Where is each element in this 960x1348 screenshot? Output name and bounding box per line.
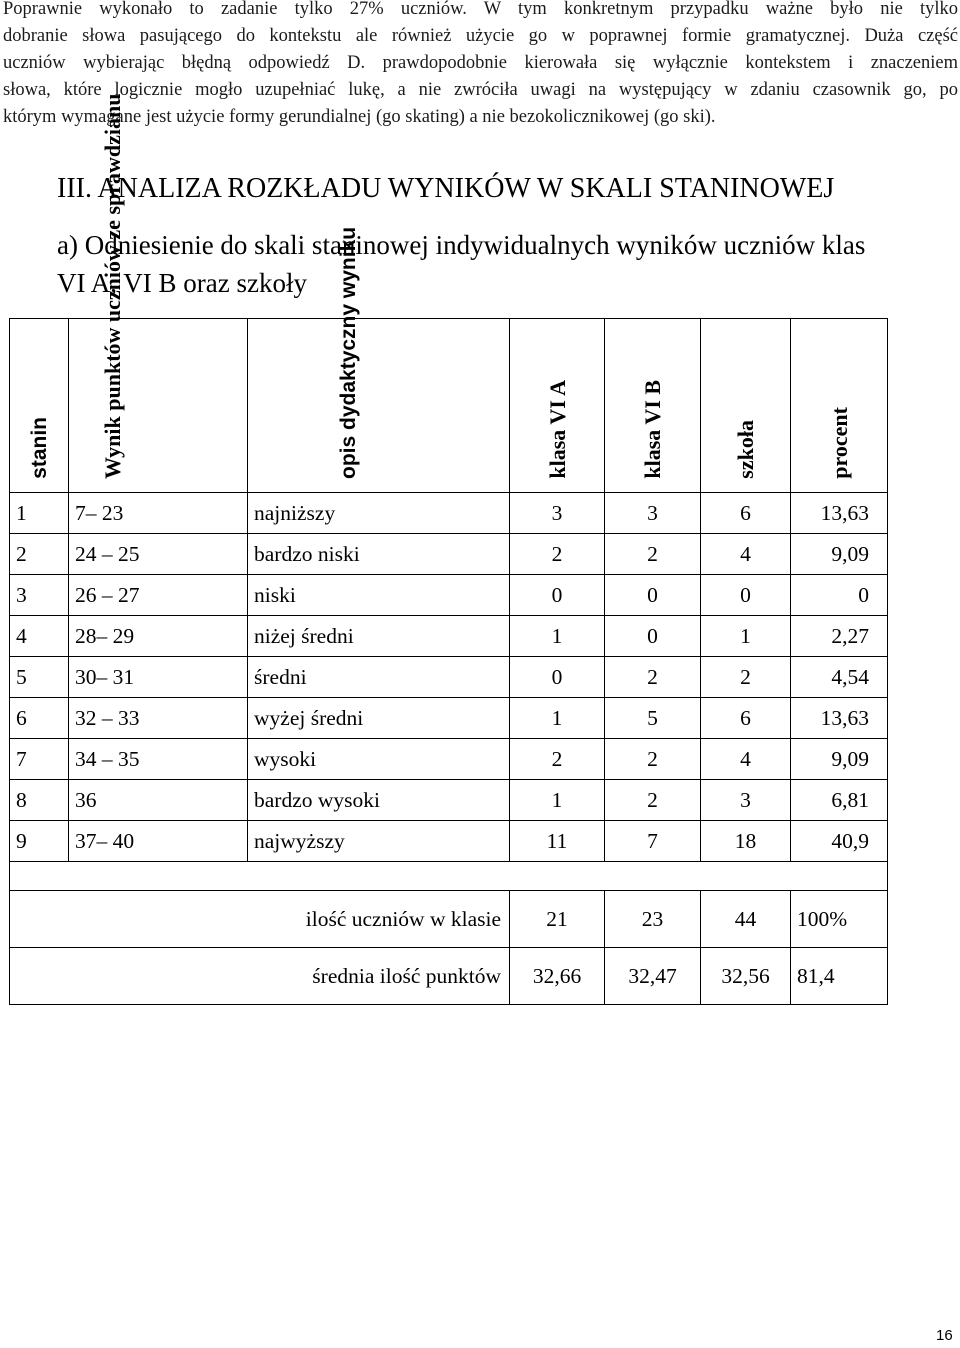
stanin-cell: 3 [10, 575, 69, 616]
class-b-cell: 0 [605, 616, 701, 657]
percent-cell: 13,63 [791, 493, 888, 534]
description-cell: wysoki [248, 739, 510, 780]
header-procent: procent [791, 319, 888, 493]
score-range-cell: 26 – 27 [69, 575, 248, 616]
table-row [10, 821, 888, 862]
description-cell: wyżej średni [248, 698, 510, 739]
school-cell: 3 [701, 780, 791, 821]
class-b-cell: 5 [605, 698, 701, 739]
description-cell: średni [248, 657, 510, 698]
class-b-cell: 2 [605, 739, 701, 780]
summary-row [10, 948, 888, 1005]
class-a-cell: 3 [510, 493, 605, 534]
stanin-cell: 6 [10, 698, 69, 739]
school-cell: 4 [701, 739, 791, 780]
description-cell: najwyższy [248, 821, 510, 862]
school-cell: 1 [701, 616, 791, 657]
header-wynik: Wynik punktów uczniów ze sprawdzianu [69, 319, 248, 493]
class-b-cell: 2 [605, 534, 701, 575]
score-range-cell: 36 [69, 780, 248, 821]
table-subheading [57, 226, 957, 302]
stanin-cell: 1 [10, 493, 69, 534]
percent-cell: 9,09 [791, 739, 888, 780]
stanin-cell: 2 [10, 534, 69, 575]
paragraph-line: Poprawnie wykonało to zadanie tylko 27% uczniów. W tym konkretnym przypadku ważne było nie tylko [3, 0, 958, 19]
summary-percent: 100% [791, 891, 888, 948]
paragraph-line: którym wymagane jest użycie formy gerundialnej (go skating) a nie bezokolicznikowej (go ski). [3, 107, 716, 127]
score-range-cell: 7– 23 [69, 493, 248, 534]
summary-class-b: 32,47 [605, 948, 701, 1005]
header-klasa-a: klasa VI A [510, 319, 605, 493]
score-range-cell: 28– 29 [69, 616, 248, 657]
class-b-cell: 2 [605, 780, 701, 821]
summary-row [10, 891, 888, 948]
class-b-cell: 3 [605, 493, 701, 534]
subheading-line: a) Odniesienie do skali staninowej indywidualnych wyników uczniów klas [57, 230, 866, 260]
description-cell: najniższy [248, 493, 510, 534]
class-a-cell: 2 [510, 739, 605, 780]
paragraph-line: dobranie słowa pasującego do kontekstu ale również użycie go w poprawnej formie gramatycznej. Duża część [3, 26, 958, 46]
table-row [10, 657, 888, 698]
summary-school: 32,56 [701, 948, 791, 1005]
class-a-cell: 0 [510, 657, 605, 698]
table-header-row [10, 319, 888, 493]
percent-cell: 40,9 [791, 821, 888, 862]
percent-cell: 4,54 [791, 657, 888, 698]
table-row [10, 493, 888, 534]
score-range-cell: 30– 31 [69, 657, 248, 698]
class-b-cell: 7 [605, 821, 701, 862]
score-range-cell: 34 – 35 [69, 739, 248, 780]
header-klasa-b: klasa VI B [605, 319, 701, 493]
score-range-cell: 24 – 25 [69, 534, 248, 575]
page-number: 16 [936, 1327, 953, 1344]
header-szkola: szkoła [701, 319, 791, 493]
class-a-cell: 0 [510, 575, 605, 616]
subheading-line: VI A, VI B oraz szkoły [57, 268, 307, 298]
table-row [10, 534, 888, 575]
school-cell: 0 [701, 575, 791, 616]
stanin-cell: 4 [10, 616, 69, 657]
stanin-cell: 7 [10, 739, 69, 780]
table-row [10, 616, 888, 657]
summary-school: 44 [701, 891, 791, 948]
stanin-cell: 9 [10, 821, 69, 862]
table-row [10, 739, 888, 780]
score-range-cell: 37– 40 [69, 821, 248, 862]
description-cell: bardzo niski [248, 534, 510, 575]
class-a-cell: 1 [510, 616, 605, 657]
description-cell: niżej średni [248, 616, 510, 657]
percent-cell: 6,81 [791, 780, 888, 821]
class-a-cell: 1 [510, 698, 605, 739]
header-opis: opis dydaktyczny wyniku [248, 319, 510, 493]
school-cell: 6 [701, 698, 791, 739]
class-b-cell: 2 [605, 657, 701, 698]
stanin-cell: 8 [10, 780, 69, 821]
school-cell: 2 [701, 657, 791, 698]
description-cell: niski [248, 575, 510, 616]
table-row [10, 698, 888, 739]
summary-class-a: 32,66 [510, 948, 605, 1005]
table-row [10, 780, 888, 821]
summary-label: ilość uczniów w klasie [10, 891, 510, 948]
class-a-cell: 2 [510, 534, 605, 575]
summary-percent: 81,4 [791, 948, 888, 1005]
class-b-cell: 0 [605, 575, 701, 616]
score-range-cell: 32 – 33 [69, 698, 248, 739]
class-a-cell: 1 [510, 780, 605, 821]
stanin-cell: 5 [10, 657, 69, 698]
summary-label: średnia ilość punktów [10, 948, 510, 1005]
percent-cell: 9,09 [791, 534, 888, 575]
paragraph-line: słowa, które logicznie mogło uzupełniać lukę, a nie zwróciła uwagi na występujący w zdaniu czasownik go, po [3, 80, 958, 100]
header-stanin: stanin [10, 319, 69, 493]
summary-class-a: 21 [510, 891, 605, 948]
school-cell: 4 [701, 534, 791, 575]
table-row [10, 575, 888, 616]
percent-cell: 13,63 [791, 698, 888, 739]
summary-class-b: 23 [605, 891, 701, 948]
class-a-cell: 11 [510, 821, 605, 862]
percent-cell: 0 [791, 575, 888, 616]
table-spacer-row [10, 862, 888, 891]
school-cell: 18 [701, 821, 791, 862]
section-heading: III. ANALIZA ROZKŁADU WYNIKÓW W SKALI STANINOWEJ [57, 173, 835, 204]
intro-paragraph [3, 0, 958, 131]
school-cell: 6 [701, 493, 791, 534]
paragraph-line: uczniów wybierając błędną odpowiedź D. prawdopodobnie kierowała się wyłącznie kontekstem i znaczeniem [3, 53, 958, 73]
percent-cell: 2,27 [791, 616, 888, 657]
description-cell: bardzo wysoki [248, 780, 510, 821]
